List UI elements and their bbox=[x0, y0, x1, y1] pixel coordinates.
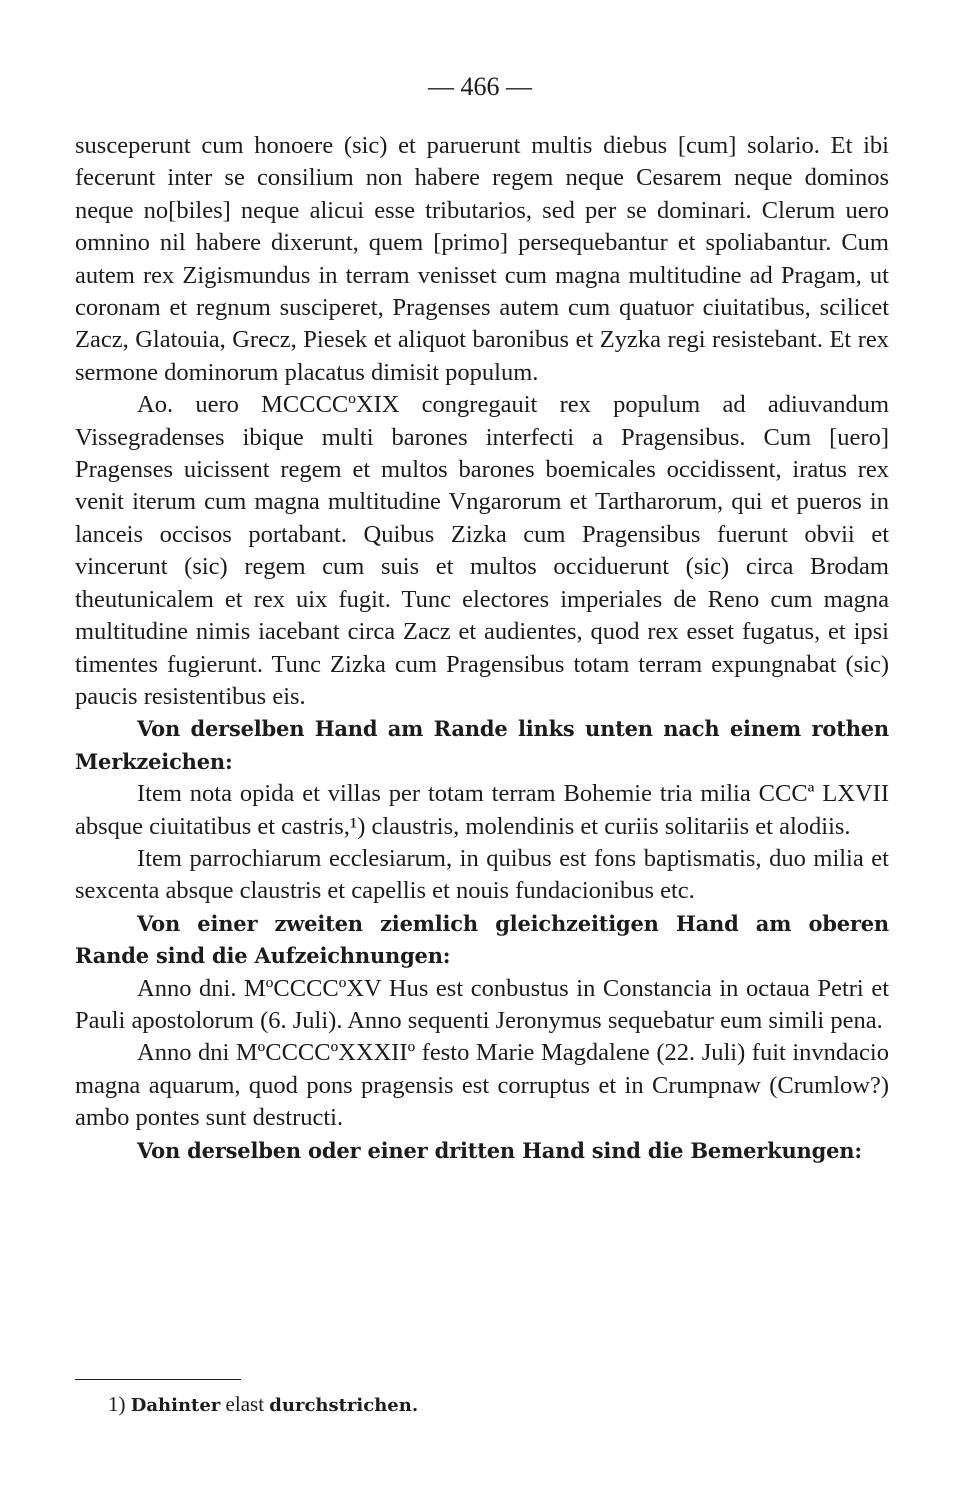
body-paragraph: Item nota opida et villas per totam terram Bohemie tria milia CCCª LXVII absque ciuitatibus et castris,¹) claustris, molendinis et curiis solitariis et alodiis. bbox=[75, 780, 889, 840]
footnote-text: durchstrichen. bbox=[269, 1395, 419, 1416]
body-paragraph: Item parrochiarum ecclesiarum, in quibus est fons baptismatis, duo milia et sexcenta absque claustris et capellis et nouis fundacionibus etc. bbox=[75, 844, 889, 905]
page-number: — 466 — bbox=[428, 72, 532, 101]
editorial-note: Von derselben Hand am Rande links unten nach einem rothen Merkzeichen: bbox=[75, 716, 889, 774]
body-paragraph: susceperunt cum honoere (sic) et paruerunt multis diebus [cum] solario. Et ibi fecerunt inter se consilium non habere regem neque Cesarem neque dominos neque no[biles] neque alicui esse tributarios, sed per se dominari. Clerum uero omnino nil habere dixerunt, quem [primo] persequebantur et spoliabantur. Cum autem rex Zigismundus in terram venisset cum magna multitudine ad Pragam, ut coronam et regnum susciperet, Pragenses autem cum quatuor ciuitatibus, scilicet Zacz, Glatouia, Grecz, Piesek et aliquot baronibus et Zyzka regi resistebant. Et rex sermone dominorum placatus dimisit populum. bbox=[75, 132, 889, 386]
page-body bbox=[75, 130, 889, 1167]
footnote-text: Dahinter bbox=[130, 1395, 221, 1416]
footnote bbox=[108, 1392, 418, 1417]
footnote-latin-word: elast bbox=[225, 1392, 265, 1416]
editorial-note: Von einer zweiten ziemlich gleichzeitigen Hand am oberen Rande sind die Aufzeichnungen: bbox=[75, 910, 889, 969]
footnote-divider bbox=[75, 1379, 241, 1380]
footnote-marker: 1) bbox=[108, 1392, 126, 1416]
editorial-note: Von derselben oder einer dritten Hand sind die Bemerkungen: bbox=[137, 1137, 862, 1163]
body-paragraph: Anno dni MºCCCCºXXXIIº festo Marie Magdalene (22. Juli) fuit invndacio magna aquarum, quod pons pragensis est corruptus et in Crumpnaw (Crumlow?) ambo pontes sunt destructi. bbox=[75, 1039, 889, 1132]
body-paragraph: Anno dni. MºCCCCºXV Hus est conbustus in Constancia in octaua Petri et Pauli apostolorum (6. Juli). Anno sequenti Jeronymus sequebatur eum simili pena. bbox=[75, 974, 889, 1034]
body-paragraph: Ao. uero MCCCCºXIX congregauit rex populum ad adiuvandum Vissegradenses ibique multi barones interfecti a Pragensibus. Cum [uero] Pragenses uicissent regem et multos barones boemicales occidissent, iratus rex venit iterum cum magna multitudine Vngarorum et Tartharorum, qui et pueros in lanceis occisos portabant. Quibus Zizka cum Pragensibus fuerunt obvii et vincerunt (sic) regem cum suis et multos occiduerunt (sic) circa Brodam theutunicalem et rex uix fugit. Tunc electores imperiales de Reno cum magna multitudine nimis iacebant circa Zacz et audientes, quod rex esset fugatus, et ipsi timentes fugierunt. Tunc Zizka cum Pragensibus totam terram expungnabat (sic) paucis resistentibus eis. bbox=[75, 391, 889, 710]
